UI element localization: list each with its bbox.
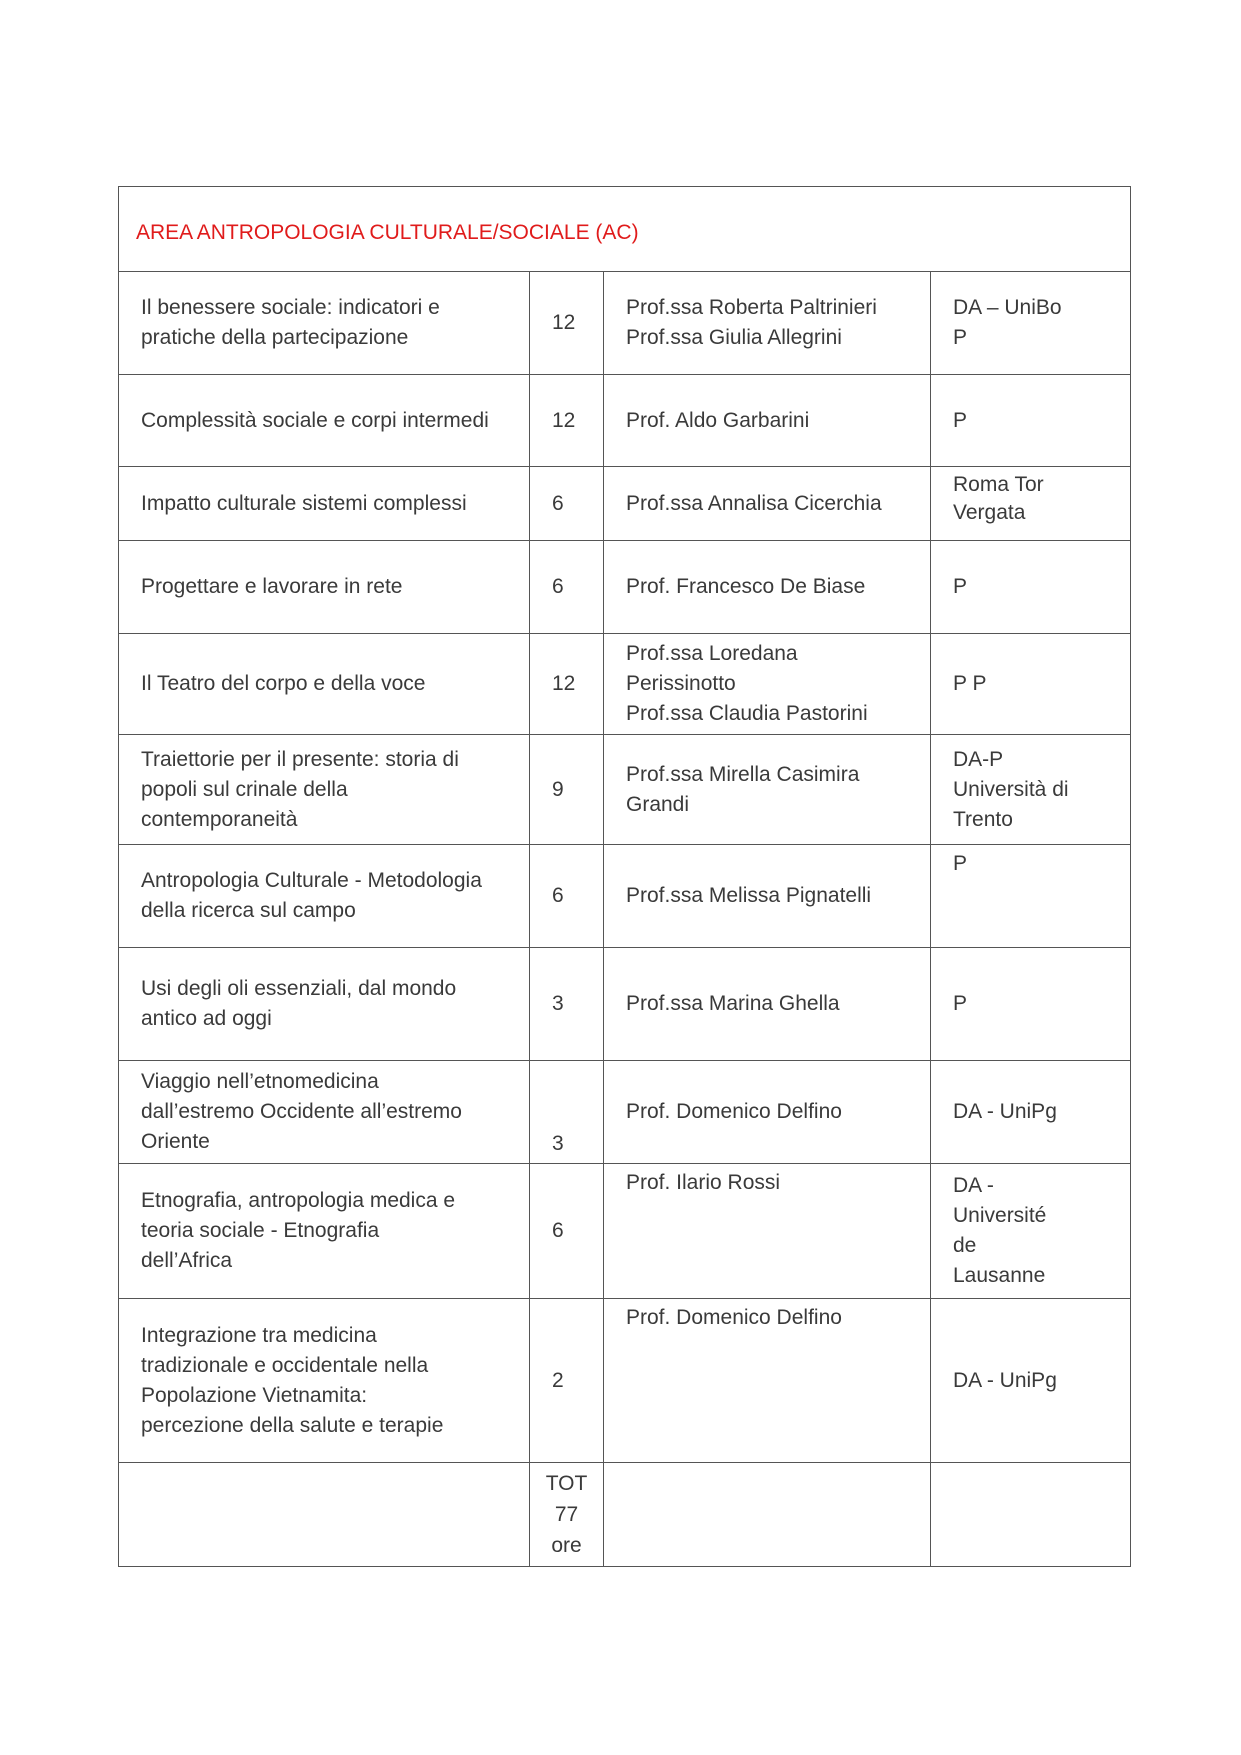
hours-cell	[530, 467, 604, 541]
course-cell	[119, 948, 530, 1061]
course-name: della ricerca sul campo	[141, 899, 356, 922]
course-cell	[119, 1061, 530, 1164]
course-name: Oriente	[141, 1130, 210, 1153]
hours-cell	[530, 1164, 604, 1299]
note-text: DA -	[953, 1174, 994, 1197]
notes-cell	[931, 845, 1131, 948]
hours-value: 6	[552, 1219, 564, 1242]
professor-name: Prof.ssa Annalisa Cicerchia	[626, 491, 882, 515]
course-name: Popolazione Vietnamita:	[141, 1383, 368, 1407]
note-text: DA-P	[953, 747, 1004, 771]
note-text: DA – UniBo	[953, 296, 1062, 319]
note-text: P	[953, 408, 968, 432]
course-name: Progettare e lavorare in rete	[141, 575, 403, 598]
course-cell	[119, 375, 530, 467]
hours-cell	[530, 1299, 604, 1463]
hours-value: 9	[552, 777, 564, 801]
total-text: TOT	[545, 1472, 588, 1495]
course-cell	[119, 845, 530, 948]
table-row	[119, 948, 1131, 1061]
hours-value: 3	[552, 1132, 564, 1155]
course-cell	[119, 272, 530, 375]
notes-cell	[931, 467, 1131, 541]
hours-cell	[530, 541, 604, 634]
note-text: Vergata	[953, 501, 1026, 524]
table-row	[119, 634, 1131, 735]
note-text: DA - UniPg	[953, 1368, 1057, 1392]
professor-cell	[604, 948, 931, 1061]
hours-value: 6	[552, 575, 564, 598]
total-hours-cell	[530, 1463, 604, 1567]
table-row	[119, 735, 1131, 845]
professor-cell	[604, 1164, 931, 1299]
professor-name: Prof. Domenico Delfino	[626, 1100, 842, 1123]
course-name: tradizionale e occidentale nella	[141, 1353, 429, 1377]
professor-name: Prof.ssa Loredana	[626, 642, 798, 665]
empty-cell	[604, 1463, 931, 1567]
notes-cell	[931, 1299, 1131, 1463]
table-row	[119, 1164, 1131, 1299]
course-table	[118, 186, 1131, 1567]
hours-cell	[530, 735, 604, 845]
professor-cell	[604, 845, 931, 948]
course-name: Integrazione tra medicina	[141, 1323, 377, 1347]
course-name: Viaggio nell’etnomedicina	[141, 1070, 379, 1093]
note-text: de	[953, 1234, 977, 1257]
hours-value: 6	[552, 884, 564, 907]
notes-cell	[931, 634, 1131, 735]
course-name: Traiettorie per il presente: storia di	[141, 747, 459, 771]
total-text: ore	[551, 1534, 582, 1557]
course-name: Il benessere sociale: indicatori e	[141, 296, 440, 319]
notes-cell	[931, 735, 1131, 845]
professor-name: Prof. Francesco De Biase	[626, 575, 866, 598]
hours-cell	[530, 634, 604, 735]
empty-cell	[931, 1463, 1131, 1567]
professor-name: Prof.ssa Melissa Pignatelli	[626, 884, 872, 907]
hours-value: 12	[552, 408, 576, 432]
professor-name: Grandi	[626, 792, 690, 816]
note-text: Università di	[953, 777, 1069, 801]
professor-name: Prof.ssa Roberta Paltrinieri	[626, 296, 877, 319]
table-row	[119, 541, 1131, 634]
table-row	[119, 845, 1131, 948]
table-row	[119, 467, 1131, 541]
professor-cell	[604, 541, 931, 634]
professor-name: Prof.ssa Marina Ghella	[626, 992, 840, 1015]
hours-value: 12	[552, 311, 576, 334]
title-cell	[119, 187, 1131, 272]
course-name: antico ad oggi	[141, 1007, 272, 1030]
professor-name: Prof. Aldo Garbarini	[626, 408, 810, 432]
course-name: Etnografia, antropologia medica e	[141, 1189, 456, 1212]
hours-cell	[530, 375, 604, 467]
title-row	[119, 187, 1131, 272]
course-name: Il Teatro del corpo e della voce	[141, 672, 426, 695]
notes-cell	[931, 948, 1131, 1061]
notes-cell	[931, 1164, 1131, 1299]
course-name: Antropologia Culturale - Metodologia	[141, 869, 482, 892]
total-text: 77	[554, 1503, 579, 1526]
notes-cell	[931, 272, 1131, 375]
course-cell	[119, 1299, 530, 1463]
table-row	[119, 272, 1131, 375]
course-name: Impatto culturale sistemi complessi	[141, 491, 467, 515]
professor-cell	[604, 1299, 931, 1463]
note-text: Roma Tor	[953, 473, 1044, 496]
professor-name: Prof. Domenico Delfino	[626, 1306, 842, 1329]
notes-cell	[931, 541, 1131, 634]
table-row	[119, 375, 1131, 467]
total-row	[119, 1463, 1131, 1567]
note-text: P	[953, 852, 968, 875]
notes-cell	[931, 375, 1131, 467]
professor-name: Prof.ssa Claudia Pastorini	[626, 702, 868, 725]
area-title: AREA ANTROPOLOGIA CULTURALE/SOCIALE (AC)	[136, 221, 639, 244]
hours-value: 12	[552, 672, 576, 695]
hours-cell	[530, 272, 604, 375]
hours-cell	[530, 845, 604, 948]
professor-name: Prof. Ilario Rossi	[626, 1171, 781, 1194]
course-name: Complessità sociale e corpi intermedi	[141, 408, 489, 432]
note-text: P P	[953, 672, 987, 695]
course-name: popoli sul crinale della	[141, 777, 348, 801]
professor-cell	[604, 375, 931, 467]
course-name: teoria sociale - Etnografia	[141, 1219, 380, 1242]
hours-cell	[530, 1061, 604, 1164]
note-text: DA - UniPg	[953, 1100, 1057, 1123]
course-cell	[119, 1164, 530, 1299]
hours-cell	[530, 948, 604, 1061]
note-text: Université	[953, 1204, 1047, 1227]
table-row	[119, 1299, 1131, 1463]
professor-name: Prof.ssa Giulia Allegrini	[626, 326, 842, 349]
course-name: dall’estremo Occidente all’estremo	[141, 1100, 462, 1123]
note-text: P	[953, 992, 968, 1015]
professor-cell	[604, 1061, 931, 1164]
course-name: pratiche della partecipazione	[141, 326, 409, 349]
course-cell	[119, 634, 530, 735]
professor-cell	[604, 735, 931, 845]
note-text: P	[953, 326, 968, 349]
note-text: Trento	[953, 807, 1013, 831]
note-text: Lausanne	[953, 1264, 1046, 1287]
course-name: dell’Africa	[141, 1249, 233, 1272]
professor-cell	[604, 272, 931, 375]
table-row	[119, 1061, 1131, 1164]
course-cell	[119, 467, 530, 541]
professor-name: Perissinotto	[626, 672, 736, 695]
empty-cell	[119, 1463, 530, 1567]
course-cell	[119, 735, 530, 845]
hours-value: 2	[552, 1368, 564, 1392]
hours-value: 3	[552, 992, 564, 1015]
course-name: Usi degli oli essenziali, dal mondo	[141, 977, 457, 1000]
professor-cell	[604, 467, 931, 541]
notes-cell	[931, 1061, 1131, 1164]
course-name: contemporaneità	[141, 807, 298, 831]
course-cell	[119, 541, 530, 634]
course-name: percezione della salute e terapie	[141, 1413, 444, 1437]
note-text: P	[953, 575, 968, 598]
hours-value: 6	[552, 491, 564, 515]
professor-cell	[604, 634, 931, 735]
professor-name: Prof.ssa Mirella Casimira	[626, 762, 860, 786]
